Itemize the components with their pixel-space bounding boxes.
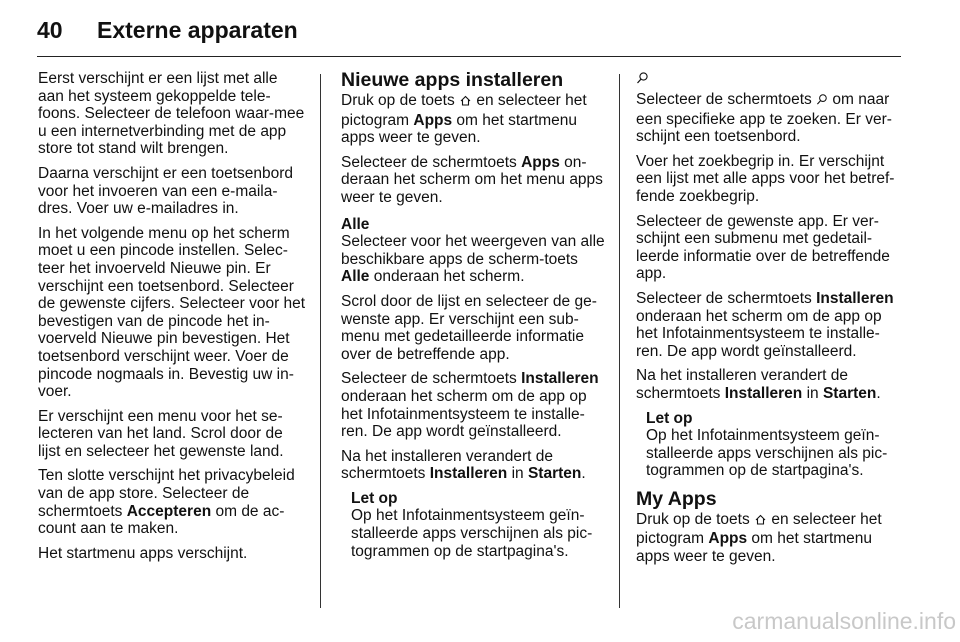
text: . [876,384,881,402]
paragraph [341,233,609,286]
search-icon [816,93,828,111]
text: Selecteer de schermtoets [636,91,817,108]
note-text: Op het Infotainmentsysteem geïn-stalleerde apps verschijnen als pic-togrammen op de startpagina's. [351,507,593,560]
bold-term: Starten [527,465,582,483]
bold-term: Apps [521,153,560,171]
text: om het startmenu apps weer te geven. [636,530,873,566]
note-box [646,410,904,480]
note-title: Let op [351,489,398,507]
text: om het startmenu apps weer te geven. [341,111,578,147]
text: Selecteer de schermtoets [341,153,522,171]
page-title: Externe apparaten [97,16,298,43]
paragraph [341,92,609,147]
paragraph: Daarna verschijnt er een toetsenbord voor het invoeren van een e-maila-dres. Voer uw e-mailadres in. [38,164,294,218]
header-divider [37,56,901,57]
text: om de ac-count aan te maken. [38,502,285,538]
search-icon [636,71,649,90]
text: en selecteer het pictogram [636,510,882,548]
home-icon [459,94,472,112]
page-header [37,6,901,54]
paragraph: Eerst verschijnt er een lijst met alle aan het systeem gekoppelde tele-foons. Selecteer de telefoon waar-mee u een internetverbinding met de app store tot stand wilt brengen. [38,70,305,158]
bold-term: Installeren [429,465,508,483]
text: onderaan het scherm om de app op het Infotainmentsysteem te installe-ren. De app wordt geïnstalleerd. [636,307,882,360]
paragraph [636,91,904,146]
text: Ten slotte verschijnt het privacybeleid van de app store. Selecteer de schermtoets [38,467,295,520]
paragraph [636,290,904,360]
column-right [636,70,904,573]
section-heading: Nieuwe apps installeren [341,69,564,91]
home-icon [754,513,767,531]
bold-term: Installeren [816,289,894,307]
text: Selecteer de schermtoets [636,289,817,307]
bold-term: Alle [341,268,370,286]
text: Druk op de toets [636,510,755,528]
paragraph [341,448,609,483]
column-left [38,70,306,569]
text: Druk op de toets [341,92,460,109]
text: Selecteer voor het weergeven van alle beschikbare apps de scherm-toets [341,233,605,268]
section-heading: My Apps [636,487,717,510]
bold-term: Apps [413,111,453,129]
text: Selecteer de schermtoets [341,370,522,388]
search-icon-heading [636,70,904,91]
page-number: 40 [37,16,63,43]
note-title: Let op [646,409,693,427]
text: . [581,465,586,483]
paragraph: Selecteer de gewenste app. Er ver-schijnt een submenu met gedetail-leerde informatie over de betreffende app. [636,212,890,283]
column-divider [320,74,321,608]
text: om naar een specifieke app te zoeken. Er ver-schijnt een toetsenbord. [636,91,892,146]
note-box [351,490,609,560]
paragraph: Voer het zoekbegrip in. Er verschijnt een lijst met alle apps voor het betref-fende zoekbegrip. [636,152,895,205]
sub-heading: Alle [341,215,370,233]
text: onderaan het scherm om de app op het Infotainmentsysteem te installe-ren. De app wordt geïnstalleerd. [341,387,587,441]
bold-term: Installeren [521,370,599,388]
paragraph [341,370,609,440]
bold-term: Installeren [724,384,803,402]
paragraph [636,511,904,566]
paragraph: Het startmenu apps verschijnt. [38,544,248,562]
column-middle [341,70,609,560]
paragraph: Er verschijnt een menu voor het se-lecteren van het land. Scrol door de lijst en selecteer het gewenste land. [38,407,284,460]
text: en selecteer het pictogram [341,92,587,129]
bold-term: Apps [708,530,748,548]
text: onderaan het scherm. [369,268,525,286]
text: Na het installeren verandert de schermtoets [341,447,553,483]
watermark: carmanualsonline.info [732,608,956,634]
note-text: Op het Infotainmentsysteem geïn-stalleerde apps verschijnen als pic-togrammen op de startpagina's. [646,427,888,480]
paragraph [341,154,609,207]
column-divider [619,74,620,608]
bold-term: Accepteren [126,502,212,520]
text: on-deraan het scherm om het menu apps weer te geven. [341,153,603,206]
paragraph: Scrol door de lijst en selecteer de ge-wenste app. Er verschijnt een sub-menu met gedetailleerde informatie over de betreffende app. [341,292,597,363]
text: in [507,465,528,483]
bold-term: Starten [822,384,877,402]
paragraph [38,467,306,537]
text: in [802,384,823,402]
paragraph: In het volgende menu op het scherm moet u een pincode instellen. Selec-teer het invoerveld Nieuwe pin. Er verschijnt een toetsenbord. Selecteer de gewenste cijfers. Selecteer voor het bevestigen van de pincode het in-voerveld Nieuwe pin bevestigen. Het toetsenbord verschijnt weer. Voer de pincode nogmaals in. Bevestig uw in-voer. [38,224,306,401]
text: Na het installeren verandert de schermtoets [636,367,848,402]
paragraph [636,367,904,402]
